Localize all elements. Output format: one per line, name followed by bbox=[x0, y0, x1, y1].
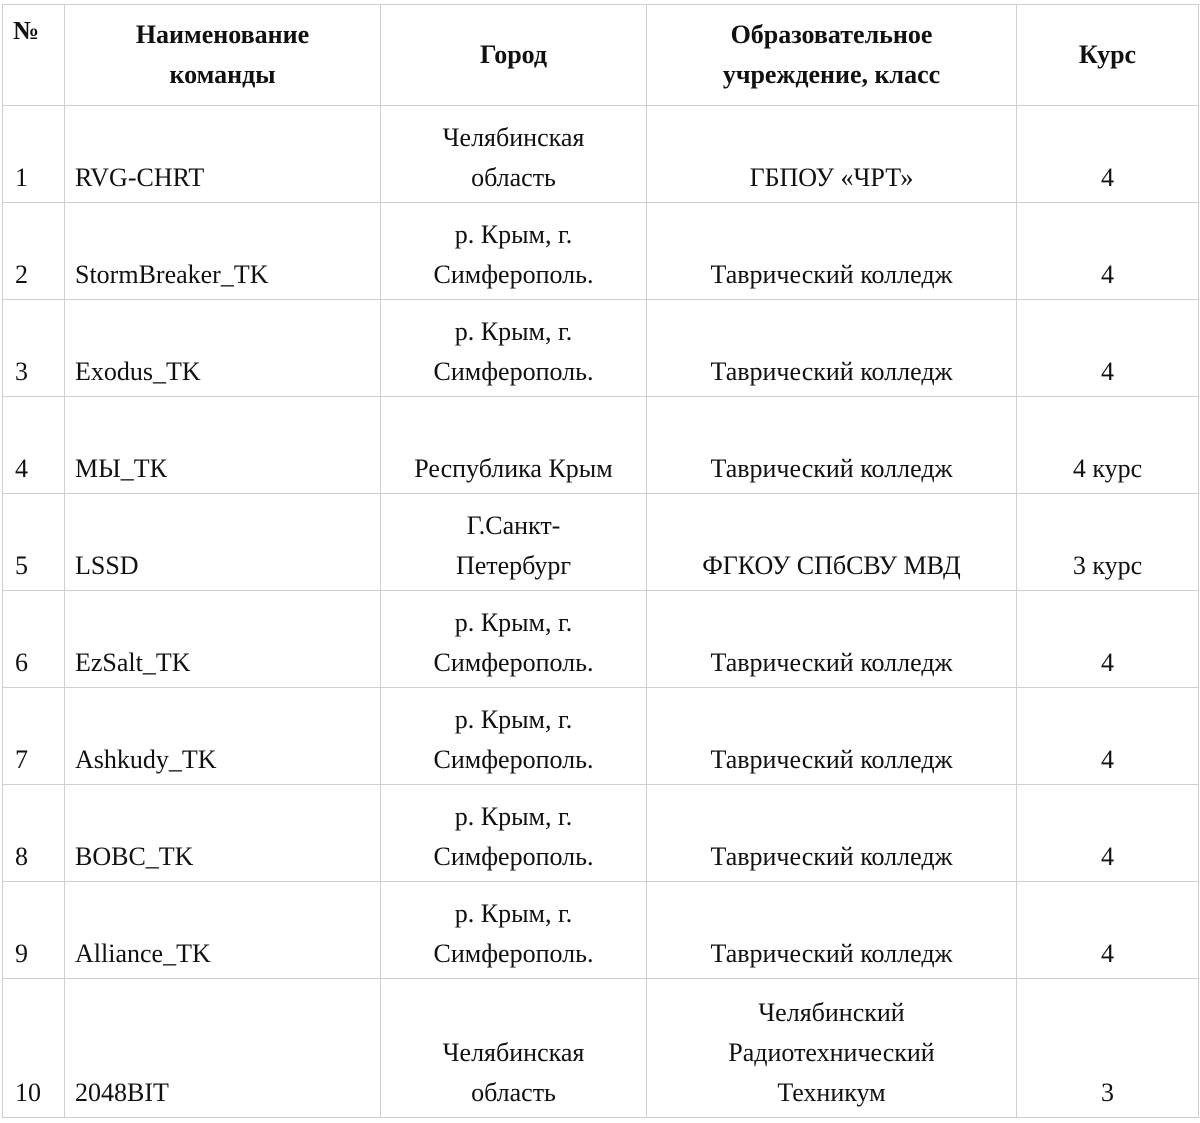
team-city: р. Крым, г. Симферополь. bbox=[381, 591, 647, 688]
team-course: 4 курс bbox=[1017, 397, 1199, 494]
team-institution: Таврический колледж bbox=[647, 882, 1017, 979]
row-number: 8 bbox=[3, 785, 65, 882]
table-row bbox=[3, 591, 1199, 688]
team-name: LSSD bbox=[65, 494, 381, 591]
team-name: StormBreaker_TK bbox=[65, 203, 381, 300]
team-course: 4 bbox=[1017, 106, 1199, 203]
team-city: Челябинская область bbox=[381, 106, 647, 203]
team-institution: Таврический колледж bbox=[647, 300, 1017, 397]
table-row bbox=[3, 688, 1199, 785]
table-row bbox=[3, 397, 1199, 494]
row-number: 9 bbox=[3, 882, 65, 979]
table-row bbox=[3, 979, 1199, 1118]
table-row bbox=[3, 300, 1199, 397]
teams-table bbox=[2, 4, 1199, 1118]
team-institution: ФГКОУ СПбСВУ МВД bbox=[647, 494, 1017, 591]
table-row bbox=[3, 494, 1199, 591]
team-city: р. Крым, г. Симферополь. bbox=[381, 300, 647, 397]
table-row bbox=[3, 785, 1199, 882]
team-institution: Таврический колледж bbox=[647, 688, 1017, 785]
team-course: 4 bbox=[1017, 300, 1199, 397]
table-row bbox=[3, 882, 1199, 979]
team-name: Exodus_TK bbox=[65, 300, 381, 397]
table-header-row bbox=[3, 5, 1199, 106]
team-course: 4 bbox=[1017, 688, 1199, 785]
team-institution: Таврический колледж bbox=[647, 785, 1017, 882]
team-course: 4 bbox=[1017, 203, 1199, 300]
team-course: 3 курс bbox=[1017, 494, 1199, 591]
team-name: МЫ_ТК bbox=[65, 397, 381, 494]
table-row bbox=[3, 203, 1199, 300]
row-number: 4 bbox=[3, 397, 65, 494]
header-course: Курс bbox=[1017, 5, 1199, 106]
team-city: р. Крым, г. Симферополь. bbox=[381, 785, 647, 882]
team-course: 4 bbox=[1017, 591, 1199, 688]
header-team-name: Наименование команды bbox=[65, 5, 381, 106]
team-name: BOBC_TK bbox=[65, 785, 381, 882]
team-name: EzSalt_TK bbox=[65, 591, 381, 688]
team-institution: Таврический колледж bbox=[647, 203, 1017, 300]
row-number: 1 bbox=[3, 106, 65, 203]
table-row bbox=[3, 106, 1199, 203]
team-name: 2048BIT bbox=[65, 979, 381, 1118]
team-city: р. Крым, г. Симферополь. bbox=[381, 882, 647, 979]
team-city: Челябинская область bbox=[381, 979, 647, 1118]
team-name: Alliance_TK bbox=[65, 882, 381, 979]
team-course: 4 bbox=[1017, 785, 1199, 882]
team-institution: Челябинский Радиотехнический Техникум bbox=[647, 979, 1017, 1118]
team-city: р. Крым, г. Симферополь. bbox=[381, 688, 647, 785]
team-city: Г.Санкт- Петербург bbox=[381, 494, 647, 591]
row-number: 5 bbox=[3, 494, 65, 591]
header-number: № bbox=[3, 5, 65, 106]
row-number: 3 bbox=[3, 300, 65, 397]
header-city: Город bbox=[381, 5, 647, 106]
row-number: 2 bbox=[3, 203, 65, 300]
row-number: 10 bbox=[3, 979, 65, 1118]
team-course: 3 bbox=[1017, 979, 1199, 1118]
team-name: Ashkudy_TK bbox=[65, 688, 381, 785]
team-city: р. Крым, г. Симферополь. bbox=[381, 203, 647, 300]
header-institution: Образовательное учреждение, класс bbox=[647, 5, 1017, 106]
row-number: 6 bbox=[3, 591, 65, 688]
team-city: Республика Крым bbox=[381, 397, 647, 494]
team-institution: Таврический колледж bbox=[647, 397, 1017, 494]
row-number: 7 bbox=[3, 688, 65, 785]
team-institution: Таврический колледж bbox=[647, 591, 1017, 688]
team-course: 4 bbox=[1017, 882, 1199, 979]
team-institution: ГБПОУ «ЧРТ» bbox=[647, 106, 1017, 203]
team-name: RVG-CHRT bbox=[65, 106, 381, 203]
